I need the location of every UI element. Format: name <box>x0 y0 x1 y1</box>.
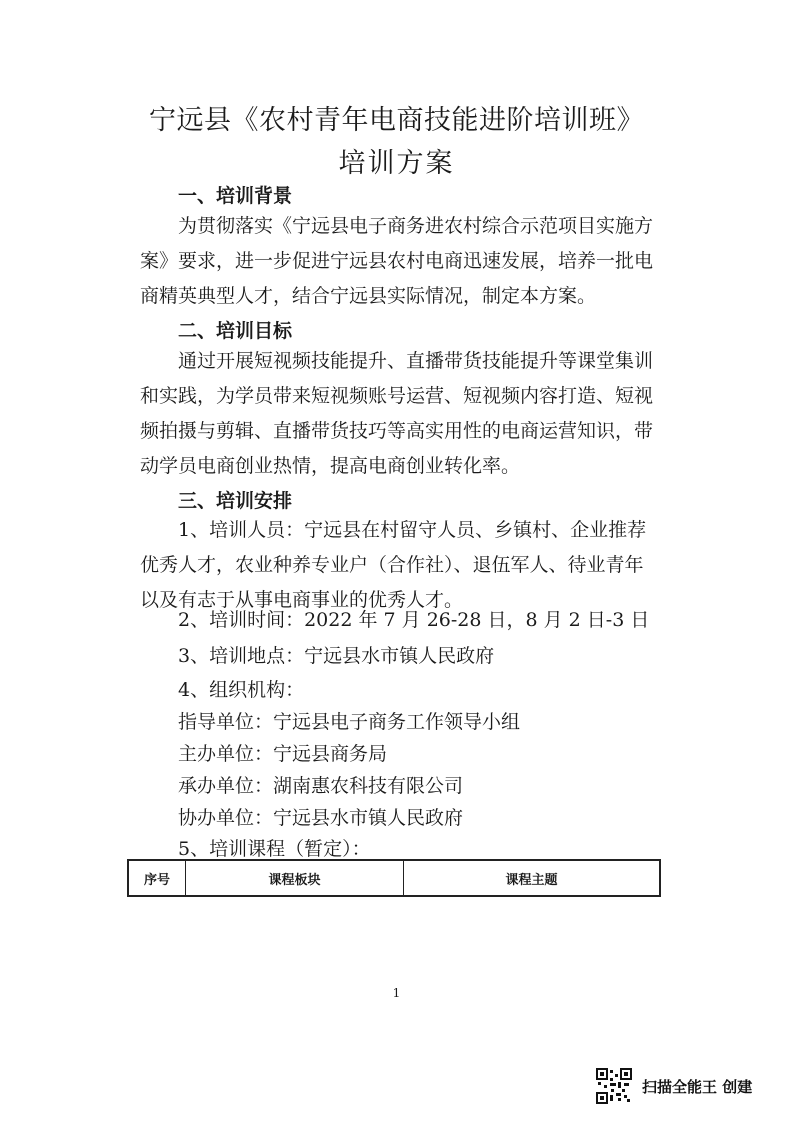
section-heading-arrangement: 三、培训安排 <box>178 490 293 512</box>
section-body-goals: 通过开展短视频技能提升、直播带货技能提升等课堂集训和实践，为学员带来短视频账号运营、短视频内容打造、短视频拍摄与剪辑、直播带货技巧等高实用性的电商运营知识，带动学员电商创业热情，提高电商创业转化率。 <box>140 350 654 477</box>
arrangement-item-participants: 1、培训人员：宁远县在村留守人员、乡镇村、企业推荐优秀人才，农业种养专业户（合作社）、退伍军人、待业青年以及有志于从事电商事业的优秀人才。 <box>140 519 647 611</box>
arrangement-item-location: 3、培训地点：宁远县水市镇人民政府 <box>178 645 495 667</box>
arrangement-item-organization: 4、组织机构： <box>178 679 305 701</box>
section-body-background: 为贯彻落实《宁远县电子商务进农村综合示范项目实施方案》要求，进一步促进宁远县农村电商迅速发展，培养一批电商精英典型人才，结合宁远县实际情况，制定本方案。 <box>140 215 654 307</box>
table-header-cell: 课程板块 <box>186 860 404 896</box>
arrangement-item-courses: 5、培训课程（暂定）： <box>178 838 371 860</box>
watermark-text: 扫描全能王 创建 <box>642 1077 753 1096</box>
qr-code-icon <box>596 1068 632 1104</box>
document-title: 宁远县《农村青年电商技能进阶培训班》 <box>149 105 644 136</box>
page-number: 1 <box>392 986 401 1000</box>
table-header-cell: 序号 <box>128 860 186 896</box>
org-host-unit: 主办单位：宁远县商务局 <box>178 743 388 765</box>
table-header-cell: 课程主题 <box>404 860 661 896</box>
org-co-organizer-unit: 协办单位：宁远县水市镇人民政府 <box>178 807 464 829</box>
org-guiding-unit: 指导单位：宁远县电子商务工作领导小组 <box>178 711 521 733</box>
document-subtitle: 培训方案 <box>338 148 455 179</box>
table-header-row <box>128 860 660 896</box>
scanner-watermark <box>596 1063 752 1109</box>
org-organizer-unit: 承办单位：湖南惠农科技有限公司 <box>178 775 464 797</box>
course-table <box>127 859 661 897</box>
section-heading-goals: 二、培训目标 <box>178 320 293 342</box>
arrangement-item-time: 2、培训时间：2022 年 7 月 26-28 日，8 月 2 日-3 日 <box>178 609 650 631</box>
section-heading-background: 一、培训背景 <box>178 185 293 207</box>
